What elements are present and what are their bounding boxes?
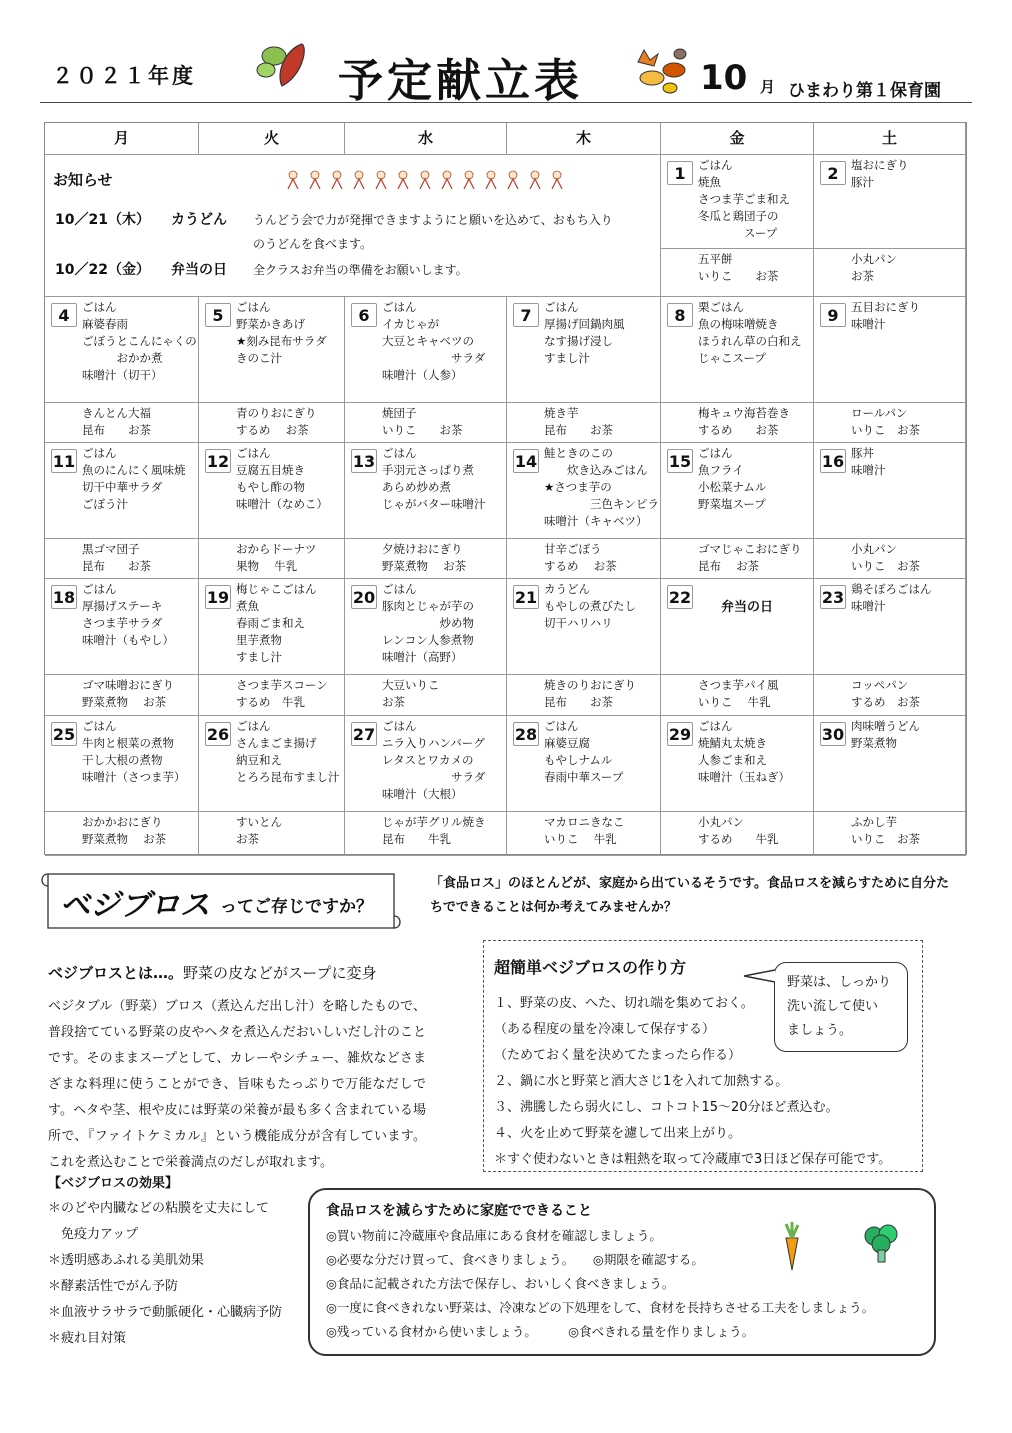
menu-cell bbox=[814, 443, 966, 539]
snack-cell bbox=[814, 812, 966, 856]
home-title: 食品ロスを減らすために家庭でできること bbox=[326, 1203, 592, 1219]
menu-cell bbox=[814, 155, 966, 249]
day-number: 21 bbox=[513, 585, 539, 609]
effect-item: ＊血液サラサラで動脈硬化・心臓病予防 bbox=[48, 1305, 283, 1320]
effect-item: ＊のどや内臓などの粘膜を丈夫にして bbox=[48, 1201, 270, 1216]
day-number: 7 bbox=[513, 303, 539, 327]
day-number: 13 bbox=[351, 449, 377, 473]
effect-item: ＊酵素活性でがん予防 bbox=[48, 1279, 179, 1294]
menu-cell bbox=[661, 297, 814, 403]
menu-cell bbox=[814, 716, 966, 812]
snack-text: さつま芋パイ風 いりこ 牛乳 bbox=[698, 678, 779, 709]
menu-text: ごはん 焼鯖丸太焼き 人参ごま和え 味噌汁（玉ねぎ） bbox=[698, 719, 790, 784]
menu-text: ごはん イカじゃが 大豆とキャベツの サラダ 味噌汁（人参） bbox=[382, 300, 486, 382]
weekday-header-2: 水 bbox=[345, 123, 507, 155]
snack-cell bbox=[345, 539, 507, 579]
autumn-leaves-icon bbox=[630, 40, 692, 100]
day-number: 23 bbox=[820, 585, 846, 609]
day-number: 8 bbox=[667, 303, 693, 327]
home-tip: ◎買い物前に冷蔵庫や食品庫にある食材を確認しましょう。 bbox=[326, 1228, 662, 1243]
snack-text: おかかおにぎり 野菜煮物 お茶 bbox=[82, 815, 167, 846]
menu-text: ごはん ニラ入りハンバーグ レタスとワカメの サラダ 味噌汁（大根） bbox=[382, 719, 486, 801]
menu-text: 肉味噌うどん 野菜煮物 bbox=[851, 719, 920, 750]
menu-cell bbox=[199, 297, 345, 403]
menu-text: 五目おにぎり 味噌汁 bbox=[851, 300, 920, 331]
snack-text: 五平餅 いりこ お茶 bbox=[698, 252, 779, 283]
day-number: 20 bbox=[351, 585, 377, 609]
banner-small-text: ってご存じですか？ bbox=[220, 897, 373, 917]
bubble-text bbox=[787, 971, 891, 1043]
children-garland-icon bbox=[285, 167, 575, 195]
month-suffix: 月 bbox=[760, 78, 776, 96]
snack-text: おからドーナツ 果物 牛乳 bbox=[236, 542, 317, 573]
home-tip: ◎食品に記載された方法で保存し、おいしく食べきましょう。 bbox=[326, 1276, 675, 1291]
snack-cell bbox=[661, 675, 814, 716]
day-number: 1 bbox=[667, 161, 693, 185]
snack-cell bbox=[507, 812, 661, 856]
weekday-header-4: 金 bbox=[661, 123, 814, 155]
menu-cell bbox=[507, 443, 661, 539]
day-number: 12 bbox=[205, 449, 231, 473]
bubble-tail bbox=[742, 966, 778, 986]
menu-text: 梅じゃこごはん 煮魚 春雨ごま和え 里芋煮物 すまし汁 bbox=[236, 582, 317, 664]
day-number: 16 bbox=[820, 449, 846, 473]
snack-text: さつま芋スコーン するめ 牛乳 bbox=[236, 678, 328, 709]
menu-text: ごはん 麻婆豆腐 もやしナムル 春雨中華スープ bbox=[544, 719, 624, 784]
day-number: 9 bbox=[820, 303, 846, 327]
day-number: 18 bbox=[51, 585, 77, 609]
menu-cell bbox=[199, 579, 345, 675]
snack-cell bbox=[661, 403, 814, 443]
snack-cell bbox=[199, 539, 345, 579]
effects-title: 【ベジブロスの効果】 bbox=[48, 1176, 179, 1191]
menu-cell bbox=[507, 716, 661, 812]
howto-step: （ある程度の量を冷凍して保存する） bbox=[494, 1022, 716, 1037]
snack-cell bbox=[507, 539, 661, 579]
bubble-line: ましょう。 bbox=[787, 1023, 853, 1038]
effect-item: ＊透明感あふれる美肌効果 bbox=[48, 1253, 205, 1268]
carrot-icon bbox=[776, 1222, 806, 1276]
weekday-header-5: 土 bbox=[814, 123, 966, 155]
menu-cell bbox=[45, 443, 199, 539]
menu-cell bbox=[199, 716, 345, 812]
snack-text: 甘辛ごぼう するめ お茶 bbox=[544, 542, 617, 573]
snack-text: 焼団子 いりこ お茶 bbox=[382, 406, 463, 437]
menu-text: ごはん 焼魚 さつま芋ごま和え 冬瓜と鶏団子の スープ bbox=[698, 158, 790, 240]
day-number: 28 bbox=[513, 722, 539, 746]
snack-cell bbox=[661, 812, 814, 856]
snack-text: 夕焼けおにぎり 野菜煮物 お茶 bbox=[382, 542, 467, 573]
sweet-potato-icon bbox=[252, 36, 312, 96]
notice-text: うんどう会で力が発揮できますようにと願いを込めて、おもち入り bbox=[253, 213, 613, 227]
effects-list bbox=[48, 1196, 318, 1352]
menu-text: ごはん 厚揚げステーキ さつま芋サラダ 味噌汁（もやし） bbox=[82, 582, 174, 647]
menu-text: 塩おにぎり 豚汁 bbox=[851, 158, 909, 189]
snack-cell bbox=[45, 403, 199, 443]
what-subtitle: 野菜の皮などがスープに変身 bbox=[183, 964, 377, 982]
snack-text: 青のりおにぎり するめ お茶 bbox=[236, 406, 317, 437]
snack-text: コッペパン するめ お茶 bbox=[851, 678, 920, 709]
notice-date: 10／21（木） bbox=[55, 212, 150, 228]
menu-text: ごはん 豆腐五目焼き もやし酢の物 味噌汁（なめこ） bbox=[236, 446, 328, 511]
menu-cell bbox=[45, 716, 199, 812]
snack-text: 焼きのりおにぎり 昆布 お茶 bbox=[544, 678, 636, 709]
home-list bbox=[326, 1224, 926, 1344]
snack-cell bbox=[814, 249, 966, 297]
menu-cell bbox=[661, 443, 814, 539]
menu-cell bbox=[345, 716, 507, 812]
snack-cell bbox=[199, 403, 345, 443]
snack-cell bbox=[345, 403, 507, 443]
header-divider bbox=[40, 102, 972, 103]
menu-text: ごはん 豚肉とじゃが芋の 炒め物 レンコン人参煮物 味噌汁（高野） bbox=[382, 582, 474, 664]
notice-title: お知らせ bbox=[53, 171, 113, 189]
menu-text: ごはん 麻婆春雨 ごぼうとこんにゃくの おかか煮 味噌汁（切干） bbox=[82, 300, 197, 382]
menu-cell bbox=[814, 297, 966, 403]
day-number: 30 bbox=[820, 722, 846, 746]
snack-cell bbox=[45, 675, 199, 716]
menu-text: 栗ごはん 魚の梅味噌焼き ほうれん草の白和え じゃこスープ bbox=[698, 300, 802, 365]
snack-text: マカロニきなこ いりこ 牛乳 bbox=[544, 815, 625, 846]
bubble-line: 洗い流して使い bbox=[787, 999, 879, 1014]
menu-text: ごはん 牛肉と根菜の煮物 干し大根の煮物 味噌汁（さつま芋） bbox=[82, 719, 186, 784]
day-number: 15 bbox=[667, 449, 693, 473]
year-label: ２０２１年度 bbox=[52, 64, 196, 88]
snack-cell bbox=[199, 812, 345, 856]
day-number: 5 bbox=[205, 303, 231, 327]
weekday-header-3: 木 bbox=[507, 123, 661, 155]
effect-item: ＊疲れ目対策 bbox=[48, 1331, 127, 1346]
menu-text: 豚丼 味噌汁 bbox=[851, 446, 886, 477]
menu-cell bbox=[345, 579, 507, 675]
menu-text: 鶏そぼろごはん 味噌汁 bbox=[851, 582, 932, 613]
menu-cell bbox=[661, 716, 814, 812]
notice-text: のうどんを食べます。 bbox=[253, 237, 373, 251]
snack-text: ゴマ味噌おにぎり 野菜煮物 お茶 bbox=[82, 678, 174, 709]
menu-text: カうどん もやしの煮びたし 切干ハリハリ bbox=[544, 582, 636, 630]
menu-cell bbox=[661, 155, 814, 249]
day-number: 22 bbox=[667, 585, 693, 609]
notice-text: 全クラスお弁当の準備をお願いします。 bbox=[253, 263, 468, 277]
snack-cell bbox=[45, 539, 199, 579]
menu-cell bbox=[45, 579, 199, 675]
snack-cell bbox=[814, 675, 966, 716]
notice-label: カうどん bbox=[171, 212, 227, 228]
menu-text: ごはん 手羽元さっぱり煮 あらめ炒め煮 じゃがバター味噌汁 bbox=[382, 446, 486, 511]
howto-step: ２、鍋に水と野菜と酒大さじ1を入れて加熱する。 bbox=[494, 1074, 789, 1089]
notice-date: 10／22（金） bbox=[55, 262, 150, 278]
snack-text: ふかし芋 いりこ お茶 bbox=[851, 815, 920, 846]
month-number: 10 bbox=[700, 58, 748, 98]
day-number: 6 bbox=[351, 303, 377, 327]
menu-cell bbox=[345, 443, 507, 539]
snack-cell bbox=[507, 403, 661, 443]
day-number: 27 bbox=[351, 722, 377, 746]
snack-text: 黒ゴマ団子 昆布 お茶 bbox=[82, 542, 151, 573]
what-title: ベジブロスとは…。 bbox=[48, 964, 184, 982]
snack-text: 大豆いりこ お茶 bbox=[382, 678, 440, 709]
snack-cell bbox=[345, 675, 507, 716]
snack-text: 小丸パン お茶 bbox=[851, 252, 897, 283]
day-number: 26 bbox=[205, 722, 231, 746]
snack-cell bbox=[814, 403, 966, 443]
bubble-line: 野菜は、しっかり bbox=[787, 975, 892, 990]
notice-label: 弁当の日 bbox=[171, 262, 227, 278]
effect-item: 免疫力アップ bbox=[48, 1227, 139, 1242]
menu-cell bbox=[199, 443, 345, 539]
snack-text: 小丸パン するめ 牛乳 bbox=[698, 815, 779, 846]
day-number: 2 bbox=[820, 161, 846, 185]
broccoli-icon bbox=[860, 1222, 902, 1268]
snack-cell bbox=[661, 539, 814, 579]
day-number: 14 bbox=[513, 449, 539, 473]
howto-step: ４、火を止めて野菜を濾して出来上がり。 bbox=[494, 1126, 742, 1141]
snack-text: ゴマじゃこおにぎり 昆布 お茶 bbox=[698, 542, 802, 573]
notice-box bbox=[45, 155, 661, 297]
howto-step: ３、沸騰したら弱火にし、コトコト15～20分ほど煮込む。 bbox=[494, 1100, 839, 1115]
menu-cell bbox=[661, 579, 814, 675]
home-tips-box bbox=[308, 1188, 936, 1356]
menu-table bbox=[44, 122, 967, 855]
menu-text: 鮭ときのこの 炊き込みごはん ★さつま芋の 三色キンピラ 味噌汁（キャベツ） bbox=[544, 446, 659, 528]
snack-cell bbox=[507, 675, 661, 716]
snack-text: 小丸パン いりこ お茶 bbox=[851, 542, 920, 573]
snack-text: じゃが芋グリル焼き 昆布 牛乳 bbox=[382, 815, 486, 846]
snack-cell bbox=[345, 812, 507, 856]
howto-step: ＊すぐ使わないときは粗熱を取って冷蔵庫で3日ほど保存可能です。 bbox=[494, 1152, 892, 1167]
snack-text: ロールパン いりこ お茶 bbox=[851, 406, 920, 437]
home-tip: ◎一度に食べきれない野菜は、冷凍などの下処理をして、食材を長持ちさせる工夫をしましょう。 bbox=[326, 1300, 875, 1315]
menu-cell bbox=[45, 297, 199, 403]
snack-cell bbox=[45, 812, 199, 856]
menu-text: ごはん 魚のにんにく風味焼 切干中華サラダ ごぼう汁 bbox=[82, 446, 186, 511]
menu-cell bbox=[507, 297, 661, 403]
home-tip: ◎残っている食材から使いましょう。 ◎食べきれる量を作りましょう。 bbox=[326, 1324, 755, 1339]
snack-cell bbox=[661, 249, 814, 297]
menu-cell bbox=[507, 579, 661, 675]
menu-text: ごはん さんまごま揚げ 納豆和え とろろ昆布すまし汁 bbox=[236, 719, 340, 784]
menu-text: ごはん 厚揚げ回鍋肉風 なす揚げ浸し すまし汁 bbox=[544, 300, 625, 365]
day-number: 11 bbox=[51, 449, 77, 473]
page-title: 予定献立表 bbox=[338, 54, 584, 107]
menu-cell bbox=[345, 297, 507, 403]
banner-big-text: ベジブロス bbox=[60, 888, 210, 923]
day-number: 29 bbox=[667, 722, 693, 746]
day-number: 25 bbox=[51, 722, 77, 746]
what-heading bbox=[48, 962, 377, 983]
howto-step: １、野菜の皮、へた、切れ端を集めておく。 bbox=[494, 996, 754, 1011]
howto-step: （ためておく量を決めてたまったら作る） bbox=[494, 1048, 742, 1063]
nursery-name: ひまわり第１保育園 bbox=[788, 81, 941, 101]
snack-text: きんとん大福 昆布 お茶 bbox=[82, 406, 151, 437]
weekday-header-0: 月 bbox=[45, 123, 199, 155]
bento-day-label: 弁当の日 bbox=[721, 600, 774, 615]
menu-cell bbox=[814, 579, 966, 675]
speech-bubble bbox=[774, 962, 908, 1052]
what-body: ベジタブル（野菜）ブロス（煮込んだ出し汁）を略したもので、普段捨てている野菜の皮やヘタを煮込んだおいしいだし汁のことです。そのままスープとして、カレーやシチュー、雑炊などさまざまな料理に使うことができ、旨味もたっぷりで万能なだしです。ヘタや茎、根や皮には野菜の栄養が最も多く含まれている場所で、『ファイトケミカル』という機能成分が含有しています。これを煮込むことで栄養満点のだしが取れます。 bbox=[48, 999, 426, 1170]
snack-cell bbox=[199, 675, 345, 716]
snack-text: 梅キュウ海苔巻き するめ お茶 bbox=[698, 406, 790, 437]
snack-text: すいとん お茶 bbox=[236, 815, 282, 846]
day-number: 4 bbox=[51, 303, 77, 327]
snack-cell bbox=[814, 539, 966, 579]
howto-title: 超簡単ベジブロスの作り方 bbox=[494, 958, 687, 977]
intro-text: 「食品ロス」のほとんどが、家庭から出ているそうです。食品ロスを減らすために自分たちでできることは何か考えてみませんか？ bbox=[430, 876, 949, 915]
weekday-header-1: 火 bbox=[199, 123, 345, 155]
home-tip: ◎必要な分だけ買って、食べきりましょう。 ◎期限を確認する。 bbox=[326, 1252, 704, 1267]
menu-text: ごはん 野菜かきあげ ★刻み昆布サラダ きのこ汁 bbox=[236, 300, 327, 365]
day-number: 19 bbox=[205, 585, 231, 609]
menu-text: ごはん 魚フライ 小松菜ナムル 野菜塩スープ bbox=[698, 446, 767, 511]
vegbroth-banner bbox=[40, 868, 402, 934]
snack-text: 焼き芋 昆布 お茶 bbox=[544, 406, 613, 437]
